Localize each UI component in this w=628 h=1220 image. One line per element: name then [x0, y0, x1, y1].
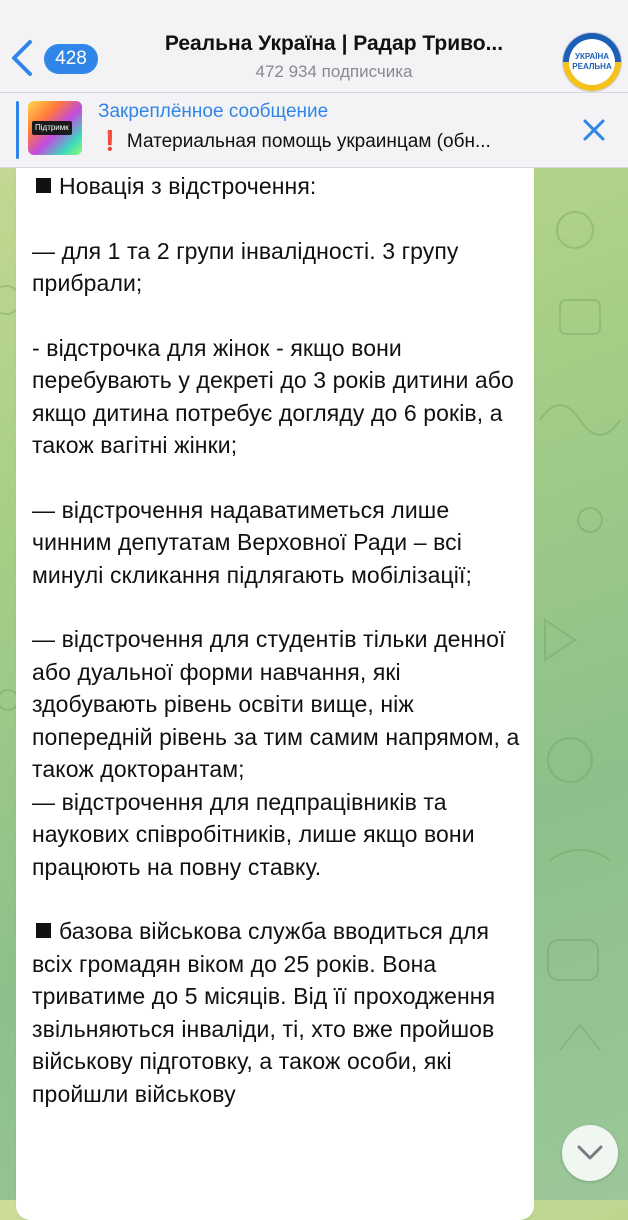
black-square-icon [36, 923, 51, 938]
pinned-message-bar[interactable] [0, 93, 628, 168]
pinned-preview-text: ❗ Материальная помощь украинцам (обн... [98, 131, 491, 152]
close-icon[interactable] [578, 114, 610, 146]
message-paragraph: - відстрочка для жінок - якщо вони перебувають у декреті до 3 років дитини або якщо дитина потребує догляду до 6 років, а також вагітні жінки; [32, 334, 514, 458]
message-paragraph: — відстрочення для педпрацівників та наукових співробітників, лише якщо вони працюють на повну ставку. [32, 788, 475, 880]
scroll-to-bottom-button[interactable] [562, 1125, 618, 1181]
message-paragraph [32, 170, 526, 203]
back-button[interactable] [8, 34, 98, 82]
message-paragraph: — відстрочення надаватиметься лише чинним депутатам Верховної Ради – всі минулі скликання підлягають мобілізації; [32, 496, 472, 588]
message-text [32, 170, 526, 1110]
pinned-title: Закреплённое сообщение [98, 101, 329, 122]
black-square-icon [36, 178, 51, 193]
unread-count-badge: 428 [44, 44, 98, 74]
avatar-text-line2: РЕАЛЬНА [572, 62, 612, 71]
channel-title[interactable]: Реальна Україна | Радар Триво... [164, 32, 504, 55]
chat-header [0, 0, 628, 93]
pinned-thumbnail-label: Підтримк [32, 121, 72, 135]
message-line: базова військова служба вводиться для всіх громадян віком до 25 років. Вона триватиме до 5 місяців. Від її проходження звільняються інваліди, ті, хто вже пройшов військову підготовку, а також особи, які пройшли військову [32, 918, 496, 1107]
pinned-thumbnail [28, 101, 82, 155]
message-line: Новація з відстрочення: [59, 173, 317, 199]
pinned-indicator [16, 101, 19, 159]
message-bubble[interactable] [16, 150, 534, 1220]
avatar-text-line1: УКРАЇНА [574, 52, 610, 61]
chevron-down-icon [576, 1143, 604, 1163]
message-paragraph [32, 915, 526, 1110]
subscriber-count: 472 934 подписчика [255, 62, 413, 81]
message-paragraph: — для 1 та 2 групи інвалідності. 3 групу прибрали; [32, 237, 459, 296]
avatar-inner [569, 39, 615, 85]
chevron-left-icon [8, 38, 36, 78]
message-paragraph: — відстрочення для студентів тільки денної або дуальної форми навчання, які здобувають рівень освіти вище, ніж попередній рівень за тим самим напрямом, а також докторантам; [32, 626, 520, 782]
channel-avatar[interactable] [562, 32, 622, 92]
